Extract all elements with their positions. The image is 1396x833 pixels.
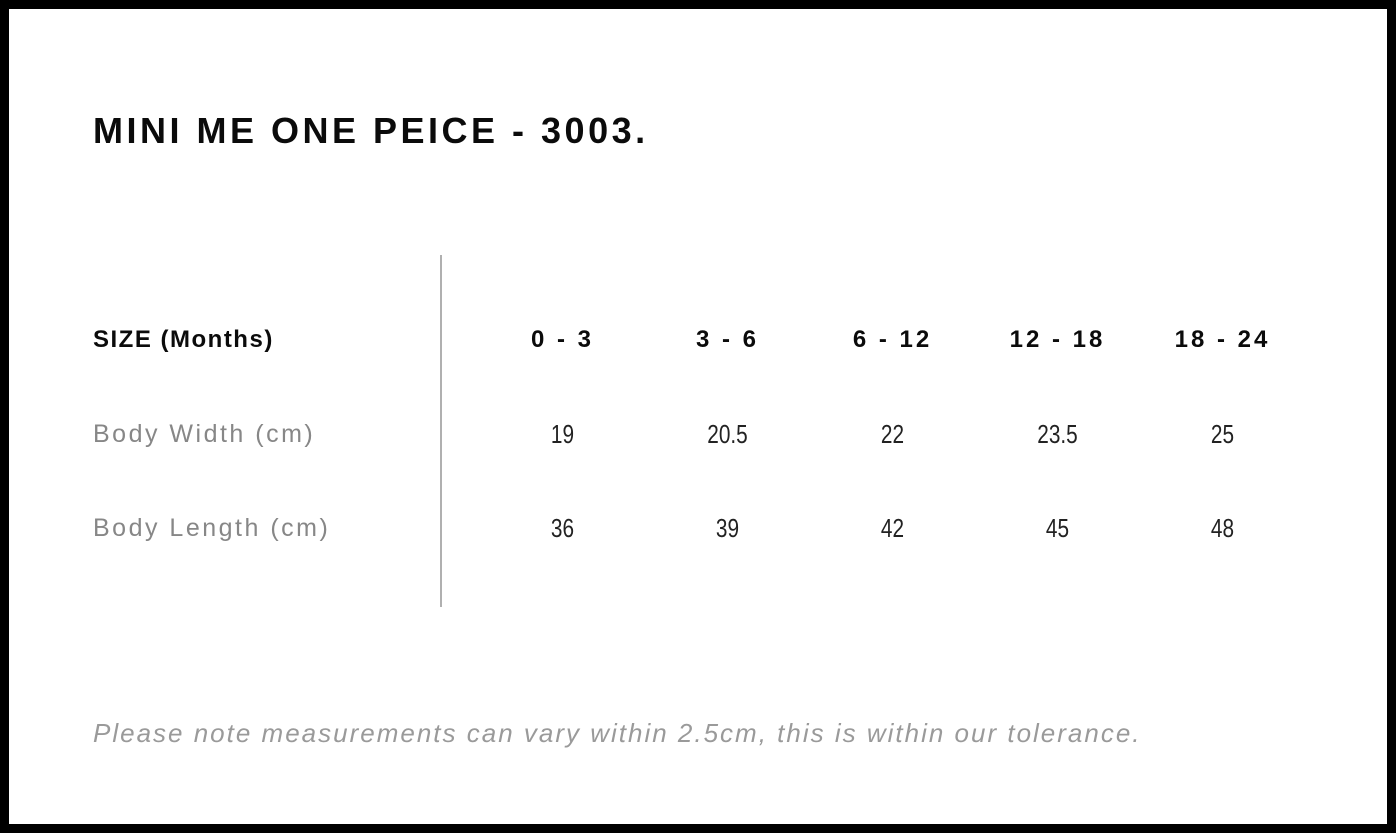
size-table: [93, 293, 1305, 575]
size-table-header-row: [93, 293, 1305, 387]
body-width-value: 23.5: [1037, 418, 1078, 449]
body-length-value: 36: [550, 512, 575, 543]
size-months-header: SIZE (Months): [93, 326, 274, 353]
size-column-header-0-3: 0 - 3: [530, 326, 595, 353]
body-width-value: 19: [550, 418, 575, 449]
body-width-row-label: Body Width (cm): [93, 419, 316, 448]
size-column-header-12-18: 12 - 18: [1009, 326, 1106, 353]
table-row-body-width: [93, 387, 1305, 481]
table-row-body-length: [93, 481, 1305, 575]
body-length-row-label: Body Length (cm): [93, 513, 331, 542]
body-width-value: 22: [880, 418, 905, 449]
body-length-value: 42: [880, 512, 905, 543]
body-width-value: 20.5: [707, 418, 748, 449]
body-length-value: 48: [1210, 512, 1235, 543]
body-length-value: 39: [715, 512, 740, 543]
body-length-value: 45: [1045, 512, 1070, 543]
body-width-value: 25: [1210, 418, 1235, 449]
size-column-header-3-6: 3 - 6: [695, 326, 760, 353]
size-column-header-18-24: 18 - 24: [1174, 326, 1271, 353]
page-title: MINI ME ONE PEICE - 3003.: [93, 110, 649, 151]
tolerance-note: Please note measurements can vary within 2.5cm, this is within our tolerance.: [93, 718, 1142, 748]
size-column-header-6-12: 6 - 12: [852, 326, 933, 353]
